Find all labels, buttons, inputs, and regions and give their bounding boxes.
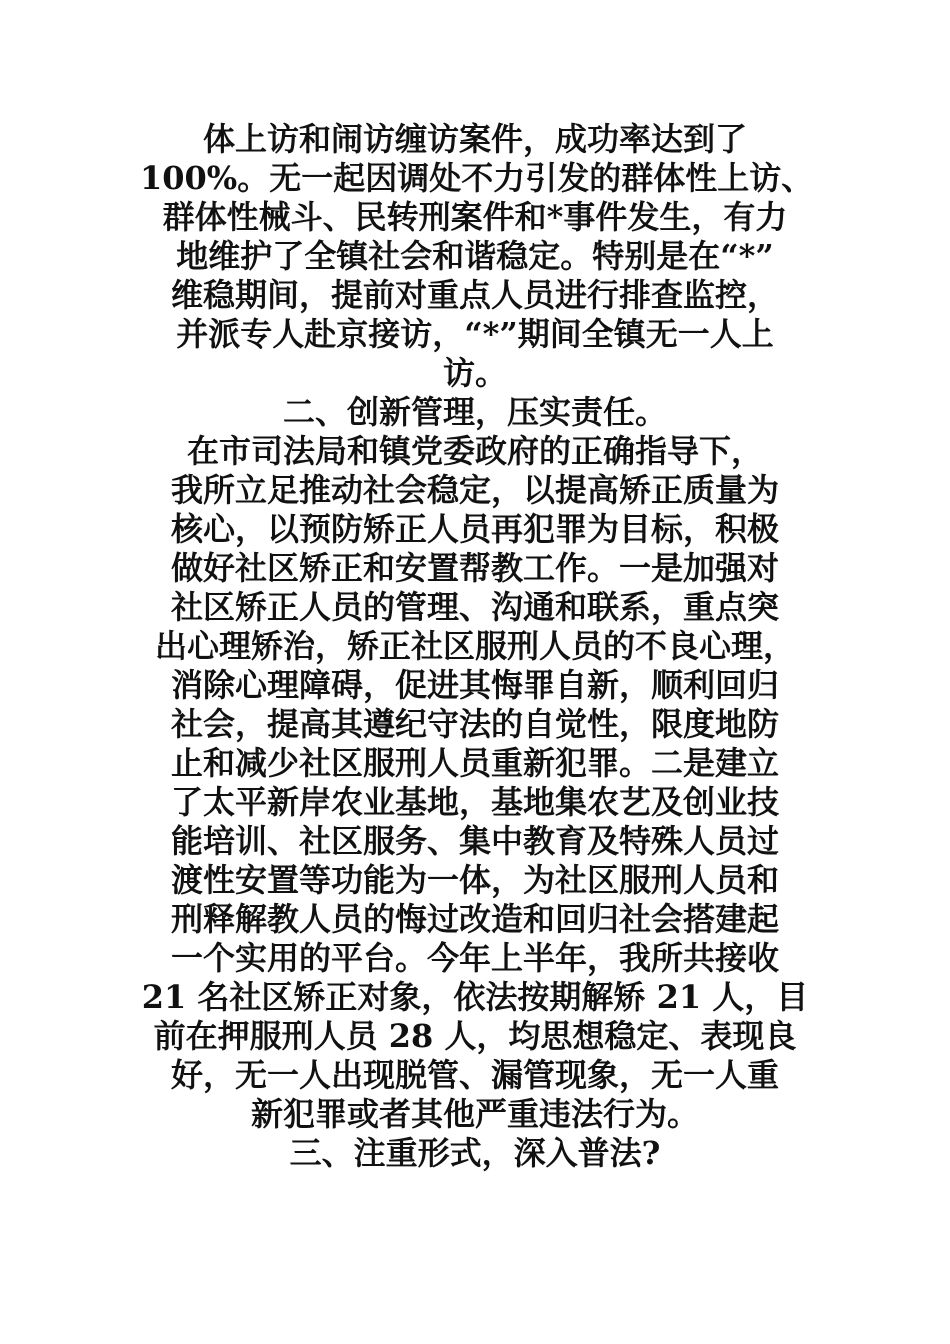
- text-line: 刑释解教人员的悔过改造和回归社会搭建起: [170, 900, 779, 938]
- text-line: 100%。无一起因调处不力引发的群体性上访、: [140, 159, 814, 197]
- text-line: 消除心理障碍，促进其悔罪自新，顺利回归: [170, 666, 779, 704]
- document-body: [140, 120, 814, 1173]
- text-line: 能培训、社区服务、集中教育及特殊人员过: [170, 822, 779, 860]
- text-line: 社区矫正人员的管理、沟通和联系，重点突: [170, 588, 779, 626]
- section-heading-3: 三、注重形式，深入普法?: [289, 1134, 661, 1172]
- text-line: 止和减少社区服刑人员重新犯罪。二是建立: [170, 744, 779, 782]
- text-line: 我所立足推动社会稳定，以提高矫正质量为: [170, 471, 779, 509]
- text-line: 并派专人赴京接访，“*”期间全镇无一人上: [176, 315, 774, 353]
- text-line: 了太平新岸农业基地，基地集农艺及创业技: [170, 783, 779, 821]
- text-line: 21 名社区矫正对象，依法按期解矫 21 人，目: [141, 978, 809, 1016]
- text-line: 群体性械斗、民转刑案件和*事件发生，有力: [162, 198, 788, 236]
- text-line: 体上访和闹访缠访案件，成功率达到了: [202, 120, 747, 158]
- text-line: 前在押服刑人员 28 人，均思想稳定、表现良: [153, 1017, 797, 1055]
- text-line: 好，无一人出现脱管、漏管现象，无一人重: [170, 1056, 779, 1094]
- text-line: 渡性安置等功能为一体，为社区服刑人员和: [170, 861, 779, 899]
- text-line: 出心理矫治，矫正社区服刑人员的不良心理，: [154, 627, 795, 665]
- text-line: 社会，提高其遵纪守法的自觉性，限度地防: [170, 705, 779, 743]
- text-line: 做好社区矫正和安置帮教工作。一是加强对: [170, 549, 779, 587]
- section-heading-2: 二、创新管理，压实责任。: [282, 393, 667, 431]
- text-line: 新犯罪或者其他严重违法行为。: [250, 1095, 699, 1133]
- text-line: 在市司法局和镇党委政府的正确指导下，: [186, 432, 763, 470]
- text-line: 访。: [442, 354, 507, 392]
- text-line: 地维护了全镇社会和谐稳定。特别是在“*”: [176, 237, 774, 275]
- text-line: 维稳期间，提前对重点人员进行排查监控，: [170, 276, 779, 314]
- text-line: 一个实用的平台。今年上半年，我所共接收: [170, 939, 779, 977]
- text-line: 核心，以预防矫正人员再犯罪为目标，积极: [170, 510, 779, 548]
